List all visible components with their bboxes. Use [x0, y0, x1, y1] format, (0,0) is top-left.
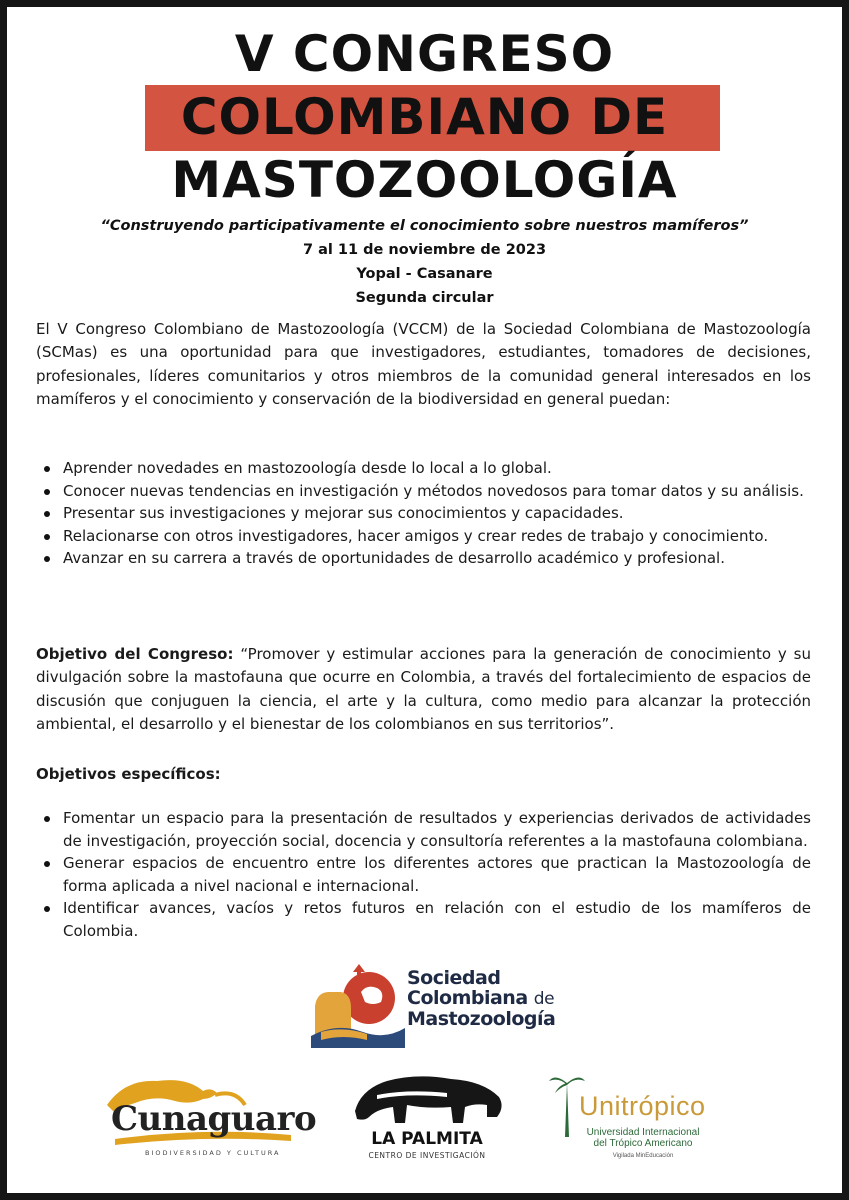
la-palmita-logo — [347, 1067, 507, 1167]
bullet-icon — [44, 816, 50, 822]
objective-label: Objetivo del Congreso: — [36, 645, 234, 663]
list-item-text: Avanzar en su carrera a través de oportunidades de desarrollo académico y profesional. — [63, 549, 725, 568]
list-item — [40, 807, 811, 852]
scmas-wordmark — [407, 968, 555, 1029]
specific-objectives-list — [40, 807, 811, 943]
list-item-text: Fomentar un espacio para la presentación de resultados y experiencias derivados de actividades de investigación, proyección social, docencia y consultoría referentes a la mastofauna colombiana. — [63, 809, 811, 850]
list-item-text: Relacionarse con otros investigadores, hacer amigos y crear redes de trabajo y conocimiento. — [63, 526, 769, 545]
list-item-text: Conocer nuevas tendencias en investigación y métodos novedosos para tomar datos y su análisis. — [63, 481, 804, 500]
title-line-3: MASTOZOOLOGÍA — [171, 151, 678, 209]
list-item — [40, 457, 811, 480]
list-item — [40, 525, 811, 548]
objective-text: “Promover y estimular acciones para la generación de conocimiento y su divulgación sobre la mastofauna que ocurre en Colombia, a través del fortalecimiento de espacios de discusión que conjuguen la ciencia, el arte y la cultura, como medio para alcanzar la protección ambiental, el desarrollo y el bienestar de los colombianos en sus territorios”. — [36, 645, 811, 734]
specific-objectives-heading: Objetivos específicos: — [36, 765, 221, 783]
scmas-de: de — [533, 989, 555, 1009]
unitropico-vigilada: Vigilada MinEducación — [612, 1153, 674, 1159]
title-line-1: V CONGRESO — [234, 25, 615, 83]
bullet-icon — [44, 556, 50, 562]
scmas-logo — [307, 962, 567, 1050]
scmas-line-2 — [407, 988, 555, 1009]
scmas-colombiana: Colombiana — [407, 987, 528, 1009]
intro-paragraph: El V Congreso Colombiano de Mastozoología (VCCM) de la Sociedad Colombiana de Mastozoología (SCMas) es una oportunidad para que investigadores, estudiantes, tomadores de decisiones, profesionales, líderes comunitarios y otros miembros de la comunidad general interesados en los mamíferos y el conocimiento y conservación de la biodiversidad en general puedan: — [36, 320, 811, 409]
scmas-line-3: Mastozoología — [407, 1008, 556, 1030]
scmas-line-1: Sociedad — [407, 967, 501, 989]
unitropico-line-2: del Trópico Americano — [593, 1138, 693, 1149]
list-item — [40, 897, 811, 942]
list-item — [40, 547, 811, 570]
list-item-text: Presentar sus investigaciones y mejorar sus conocimientos y capacidades. — [63, 504, 624, 523]
list-item-text: Generar espacios de encuentro entre los diferentes actores que practican la Mastozoología de forma aplicada a nivel nacional e internacional. — [63, 854, 811, 895]
bullet-icon — [44, 511, 50, 517]
event-dates: 7 al 11 de noviembre de 2023 — [302, 242, 547, 258]
bullet-icon — [44, 466, 50, 472]
flyer-page — [7, 7, 842, 1193]
bullet-icon — [44, 906, 50, 912]
bullet-icon — [44, 489, 50, 495]
list-item — [40, 480, 811, 503]
unitropico-logo — [547, 1067, 717, 1167]
cunaguaro-tagline: BIODIVERSIDAD Y CULTURA — [145, 1149, 281, 1157]
circular-number: Segunda circular — [355, 290, 494, 306]
anteater-icon — [347, 1067, 507, 1129]
title-line-2: COLOMBIANO DE — [180, 88, 669, 146]
bullet-icon — [44, 534, 50, 540]
objective-paragraph — [36, 643, 811, 737]
cunaguaro-wordmark: Cunaguaro — [111, 1099, 317, 1139]
la-palmita-name: LA PALMITA — [371, 1129, 483, 1149]
cunaguaro-logo — [95, 1065, 317, 1165]
list-item-text: Identificar avances, vacíos y retos futuros en relación con el estudio de los mamíferos de Colombia. — [63, 899, 811, 940]
unitropico-line-1: Universidad Internacional — [586, 1127, 700, 1138]
list-item-text: Aprender novedades en mastozoología desde lo local a lo global. — [63, 459, 552, 477]
list-item — [40, 502, 811, 525]
la-palmita-subtitle: CENTRO DE INVESTIGACIÓN — [368, 1151, 486, 1160]
event-place: Yopal - Casanare — [356, 266, 493, 282]
motto: “Construyendo participativamente el conocimiento sobre nuestros mamíferos” — [100, 218, 749, 234]
unitropico-wordmark: Unitrópico — [579, 1091, 706, 1121]
list-item — [40, 852, 811, 897]
scmas-emblem-icon — [307, 962, 407, 1050]
benefits-list — [40, 457, 811, 570]
bullet-icon — [44, 861, 50, 867]
